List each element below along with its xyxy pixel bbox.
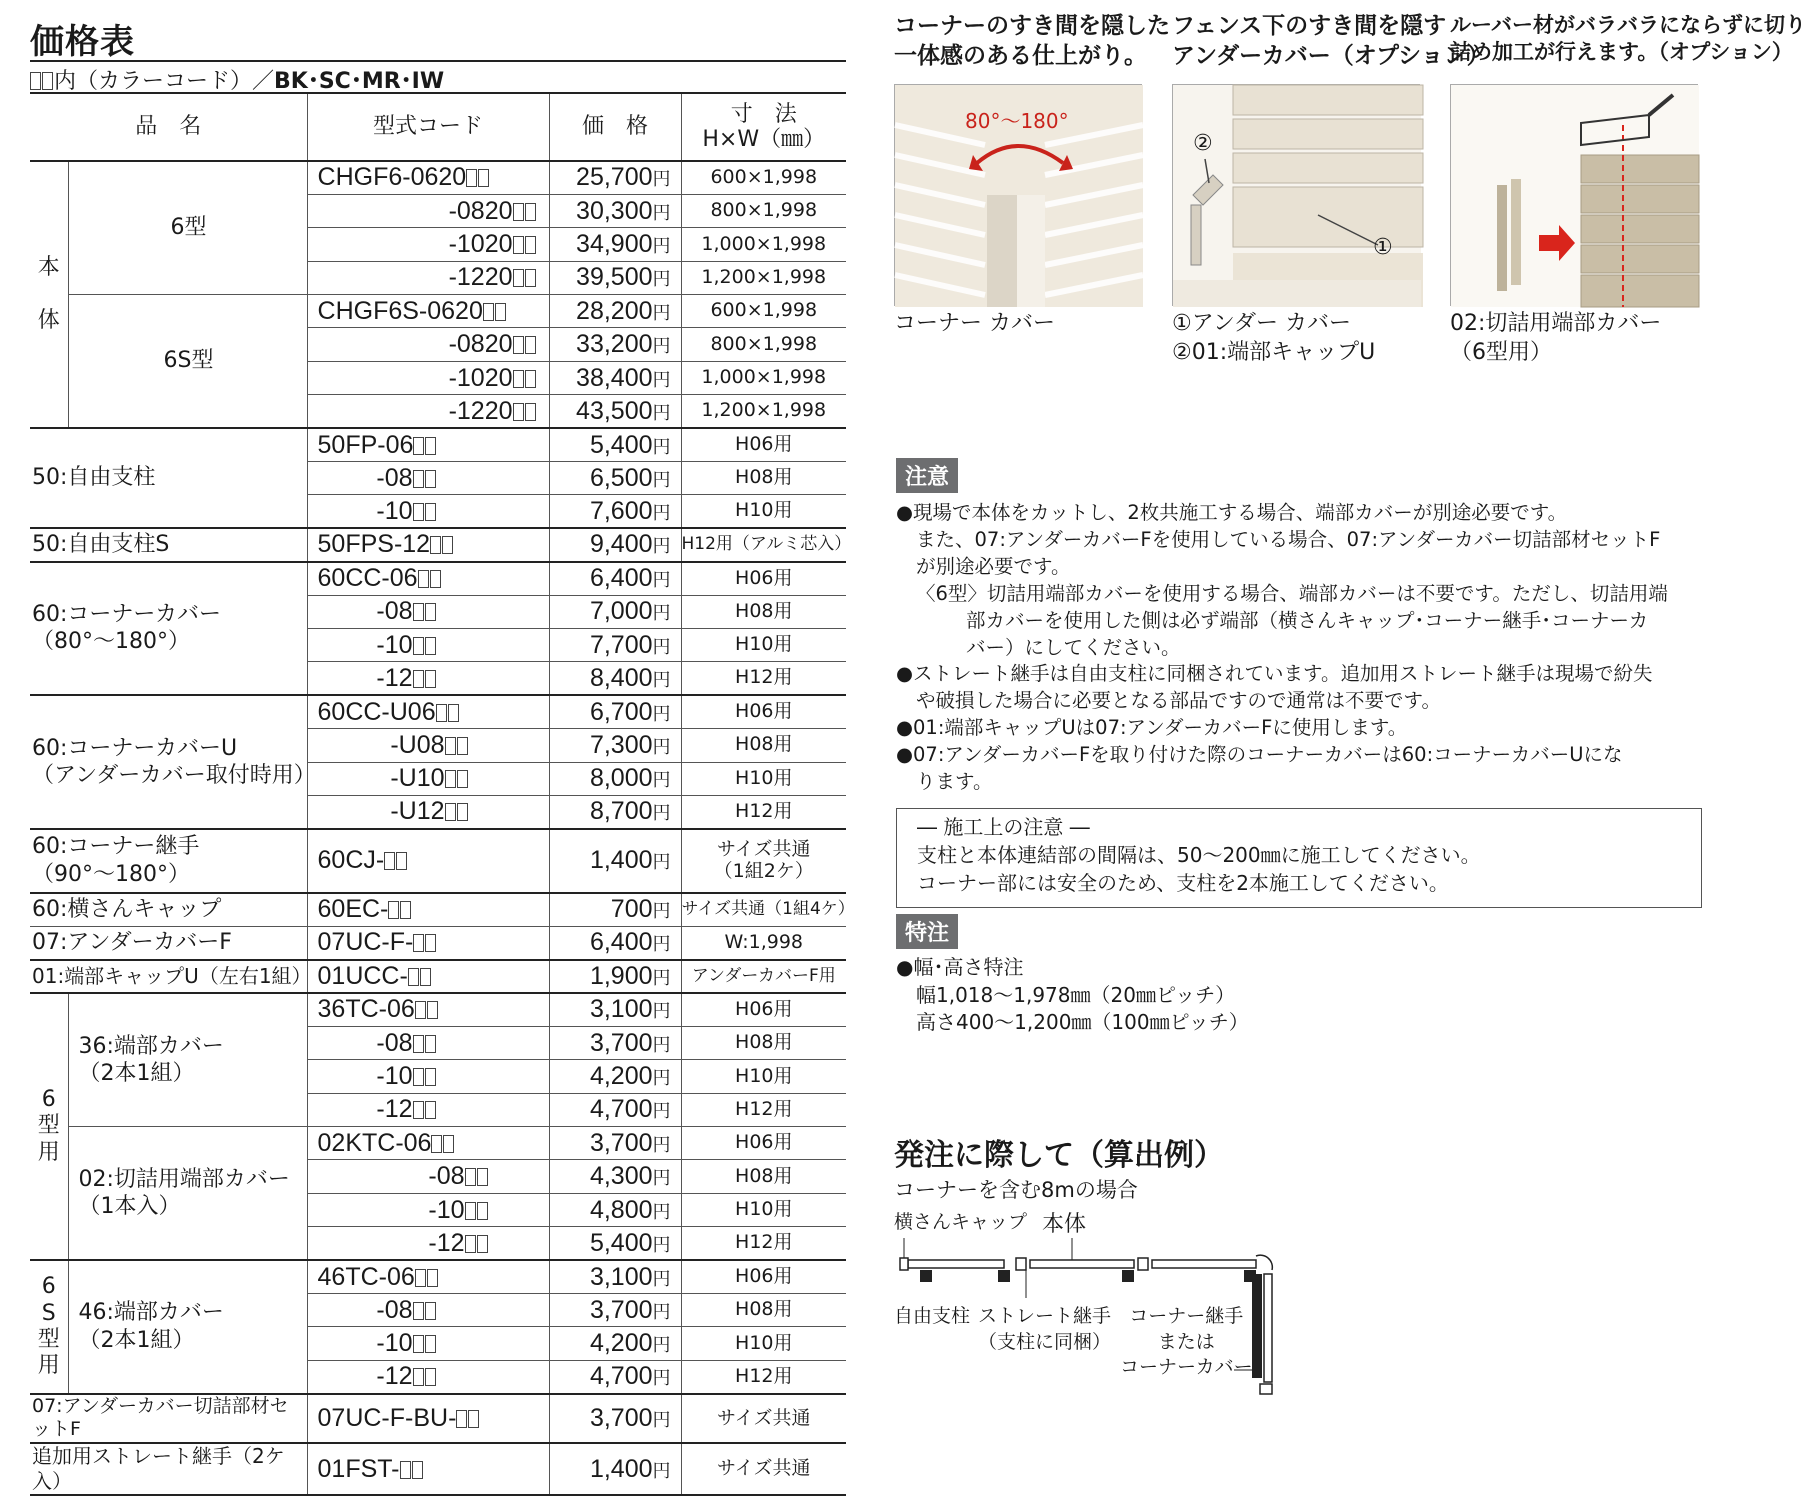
photo-corner-cover [894,84,1142,306]
size: H12用 [681,795,846,828]
size: H08用 [681,595,846,628]
model-code: 60CJ- [307,829,549,893]
feature-caption-cut: ルーバー材がバラバラにならずに切り 詰め加工が行えます。（オプション） [1450,13,1806,65]
construction-caution-box [896,808,1702,908]
model-code: -10 [307,495,549,528]
model-code: -U12 [307,795,549,828]
price: 43,500円 [549,395,681,428]
price: 4,200円 [549,1327,681,1360]
price: 25,700円 [549,161,681,194]
size: H10用 [681,1327,846,1360]
product-name: 60:横さんキャップ [30,893,307,926]
price: 5,400円 [549,428,681,461]
model-code: -12 [307,1093,549,1126]
price: 3,700円 [549,1026,681,1059]
size: サイズ共通 [681,1443,846,1495]
size: 1,000×1,998 [681,361,846,394]
price: 5,400円 [549,1227,681,1260]
model-code: 50FP-06 [307,428,549,461]
diagram-label-body: 本体 [1042,1212,1087,1237]
header-name: 品 名 [30,93,307,161]
photo-label-cut: 02:切詰用端部カバー （6型用） [1450,311,1662,365]
price: 3,700円 [549,1394,681,1444]
angle-label: 80°～180° [965,109,1069,133]
order-example-subtitle: コーナーを含む8mの場合 [894,1178,1138,1202]
table-row [30,993,846,1026]
size: アンダーカバーF用 [681,960,846,993]
header-size: 寸 法 H×W（㎜） [681,93,846,161]
special-order-text: ●幅･高さ特注 幅1,018～1,978㎜（20㎜ピッチ） 高さ400～1,200㎜（100㎜ピッチ） [896,955,1249,1035]
product-name: 50:自由支柱 [30,428,307,528]
note-line: ●ストレート継手は自由支柱に同梱されています。追加用ストレート継手は現場で紛失 [896,662,1653,686]
model-code: 60CC-U06 [307,695,549,728]
order-example-title: 発注に際して（算出例） [894,1138,1224,1173]
table-row [30,1394,846,1444]
size: H10用 [681,762,846,795]
photo-label-undercover: ①アンダー カバー ②01:端部キャップU [1172,311,1376,365]
special-order-tag: 特注 [896,914,958,949]
price: 3,700円 [549,1294,681,1327]
size: 600×1,998 [681,295,846,328]
size: 1,000×1,998 [681,228,846,261]
order-diagram [894,1208,1314,1408]
product-name: 36:端部カバー （2本1組） [68,993,307,1127]
model-code: -1220 [307,261,549,294]
price: 7,300円 [549,729,681,762]
product-name: 46:端部カバー （2本1組） [68,1260,307,1394]
note-line: ります。 [916,770,993,794]
price: 7,000円 [549,595,681,628]
size: H12用 [681,662,846,695]
price: 6,500円 [549,462,681,495]
size: H08用 [681,1160,846,1193]
feature-caption-corner: コーナーのすき間を隠した 一体感のある仕上がり。 [894,13,1170,69]
price: 3,700円 [549,1127,681,1160]
product-name: 60:コーナーカバー （80°～180°） [30,562,307,696]
model-code: CHGF6-0620 [307,161,549,194]
model-code: -10 [307,1060,549,1093]
price: 7,700円 [549,628,681,661]
caution-title: ― 施工上の注意 ― [917,815,1090,839]
table-row [30,1443,846,1495]
model-code: -0820 [307,328,549,361]
model-code: -1020 [307,361,549,394]
size: H12用（アルミ芯入） [681,528,846,561]
table-row [30,695,846,728]
caution-line: コーナー部には安全のため、支柱を2本施工してください。 [917,871,1449,895]
price: 34,900円 [549,228,681,261]
price: 8,700円 [549,795,681,828]
size: 800×1,998 [681,328,846,361]
table-row [30,428,846,461]
size: 1,200×1,998 [681,395,846,428]
table-header [30,93,846,161]
model-code: -08 [307,1026,549,1059]
price: 3,100円 [549,1260,681,1293]
size: 1,200×1,998 [681,261,846,294]
diagram-label-straight: ストレート継手 （支柱に同梱） [978,1305,1112,1353]
note-line: バー）にしてください。 [966,635,1181,659]
price: 1,900円 [549,960,681,993]
size: H06用 [681,562,846,595]
price: 39,500円 [549,261,681,294]
price: 700円 [549,893,681,926]
price: 28,200円 [549,295,681,328]
price: 1,400円 [549,829,681,893]
size: H08用 [681,729,846,762]
note-line: 部カバーを使用した側は必ず端部（横さんキャップ･コーナー継手･コーナーカ [966,608,1649,632]
group-label-body: 本 体 [30,161,68,428]
note-line: また、07:アンダーカバーFを使用している場合、07:アンダーカバー切詰部材セットF [916,527,1661,551]
note-line: 〈6型〉切詰用端部カバーを使用する場合、端部カバーは不要です。ただし、切詰用端 [916,581,1668,605]
model-code: -08 [307,1294,549,1327]
price: 7,600円 [549,495,681,528]
size: H06用 [681,695,846,728]
model-code: -10 [307,1327,549,1360]
callout-1: ① [1373,235,1393,260]
table-row [30,926,846,959]
model-code: -12 [307,1360,549,1393]
product-name: 07:アンダーカバー切詰部材セットF [30,1394,307,1444]
callout-2: ② [1193,131,1213,156]
size: H10用 [681,628,846,661]
model-code: 07UC-F-BU- [307,1394,549,1444]
size: H06用 [681,993,846,1026]
size: H08用 [681,1026,846,1059]
size: H06用 [681,428,846,461]
product-name: 60:コーナー継手 （90°～180°） [30,829,307,893]
price: 3,100円 [549,993,681,1026]
caution-line: 支柱と本体連結部の間隔は、50～200㎜に施工してください。 [917,843,1481,867]
note-line: ●現場で本体をカットし、2枚共施工する場合、端部カバーが別途必要です。 [896,501,1568,524]
model-code: 46TC-06 [307,1260,549,1293]
table-row [30,829,846,893]
table-row [30,960,846,993]
model-code: -0820 [307,194,549,227]
size: H10用 [681,1060,846,1093]
price: 4,800円 [549,1193,681,1226]
group-label-type6: 6 型 用 [30,993,68,1260]
price-table [30,92,855,1496]
size: H12用 [681,1227,846,1260]
size: 800×1,998 [681,194,846,227]
size: H10用 [681,1193,846,1226]
photo-under-cover [1172,84,1420,306]
model-code: -08 [307,595,549,628]
price: 4,700円 [549,1093,681,1126]
price: 6,400円 [549,926,681,959]
table-row [30,1260,846,1293]
model-code: 36TC-06 [307,993,549,1026]
model-code: 02KTC-06 [307,1127,549,1160]
price: 1,400円 [549,1443,681,1495]
size: H08用 [681,1294,846,1327]
model-code: -10 [307,1193,549,1226]
product-name: 07:アンダーカバーF [30,926,307,959]
table-row [30,562,846,595]
price: 4,300円 [549,1160,681,1193]
model-code: 01UCC- [307,960,549,993]
page-title: 価格表 [30,22,135,62]
size: H12用 [681,1093,846,1126]
size: H12用 [681,1360,846,1393]
price: 8,400円 [549,662,681,695]
model-code: 01FST- [307,1443,549,1495]
model-code: -10 [307,628,549,661]
model-code: -12 [307,1227,549,1260]
table-row [30,161,846,194]
diagram-label-post: 自由支柱 [894,1305,971,1327]
size: H10用 [681,495,846,528]
size: サイズ共通 （1組2ケ） [681,829,846,893]
table-row [30,893,846,926]
header-price: 価 格 [549,93,681,161]
price: 9,400円 [549,528,681,561]
model-code: -U08 [307,729,549,762]
price: 8,000円 [549,762,681,795]
table-row [30,295,846,328]
product-name: 01:端部キャップU（左右1組） [30,960,307,993]
notes-tag: 注意 [896,458,958,493]
product-name: 60:コーナーカバーU （アンダーカバー取付時用） [30,695,307,829]
model-code: -1020 [307,228,549,261]
product-name: 6型 [68,161,307,295]
model-code: 60CC-06 [307,562,549,595]
product-name: 追加用ストレート継手（2ケ入） [30,1443,307,1495]
size: サイズ共通 [681,1394,846,1444]
table-row [30,1127,846,1160]
price: 30,300円 [549,194,681,227]
model-code: CHGF6S-0620 [307,295,549,328]
product-name: 02:切詰用端部カバー （1本入） [68,1127,307,1261]
model-code: 07UC-F- [307,926,549,959]
price: 6,700円 [549,695,681,728]
title-rule [30,60,846,62]
size: H08用 [681,462,846,495]
price: 33,200円 [549,328,681,361]
product-name: 50:自由支柱S [30,528,307,561]
size: W:1,998 [681,926,846,959]
model-code: 50FPS-12 [307,528,549,561]
color-code-line: 内（カラーコード）／BK･SC･MR･IW [30,64,444,95]
photo-cut-end-cover [1450,84,1698,306]
model-code: -08 [307,462,549,495]
model-code: -12 [307,662,549,695]
note-line: が別途必要です。 [916,554,1071,578]
note-line: ●07:アンダーカバーFを取り付けた際のコーナーカバーは60:コーナーカバーUにな [896,743,1623,767]
group-label-type6s: 6 S 型 用 [30,1260,68,1394]
model-code: -08 [307,1160,549,1193]
note-line: ●01:端部キャップUは07:アンダーカバーFに使用します。 [896,716,1408,740]
header-code: 型式コード [307,93,549,161]
notes-list [896,500,1704,796]
product-name: 6S型 [68,295,307,429]
size: サイズ共通（1組4ケ） [681,893,846,926]
model-code: -U10 [307,762,549,795]
table-row [30,528,846,561]
diagram-label-corner: コーナー継手 または コーナーカバー [1120,1305,1253,1379]
size: 600×1,998 [681,161,846,194]
model-code: 60EC- [307,893,549,926]
price: 4,700円 [549,1360,681,1393]
size: H06用 [681,1127,846,1160]
size: H06用 [681,1260,846,1293]
diagram-label-cap: 横さんキャップ [894,1211,1028,1233]
model-code: -1220 [307,395,549,428]
price: 38,400円 [549,361,681,394]
feature-caption-undercover: フェンス下のすき間を隠す アンダーカバー（オプション） [1172,13,1490,69]
note-line: や破損した場合に必要となる部品ですので通常は不要です。 [916,689,1441,713]
price: 4,200円 [549,1060,681,1093]
price: 6,400円 [549,562,681,595]
photo-label-corner: コーナー カバー [894,311,1055,336]
